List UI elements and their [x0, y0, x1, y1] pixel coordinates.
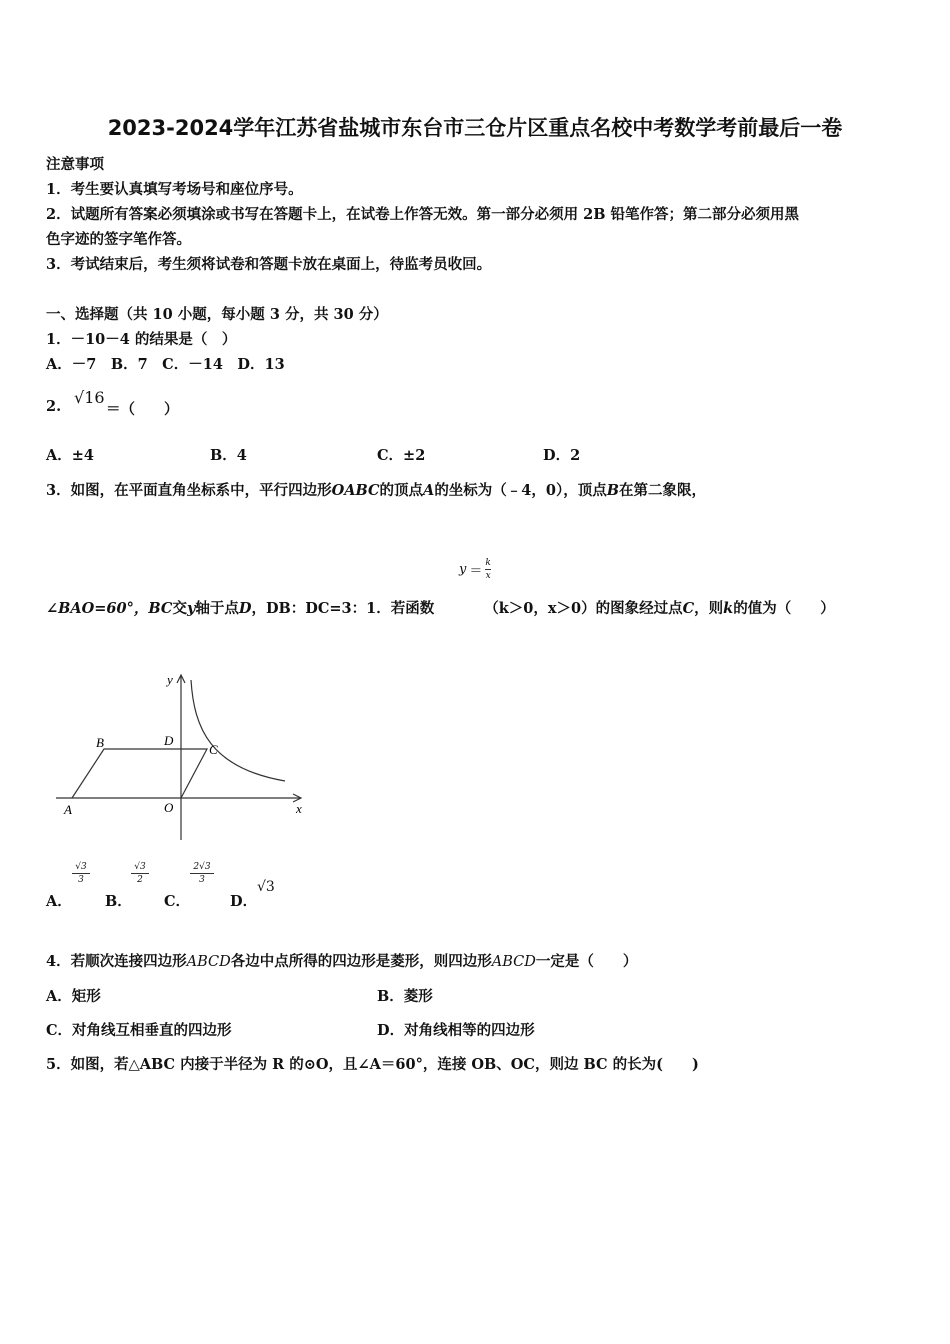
label-d: D	[164, 733, 174, 748]
q3-line-1: 3．如图，在平面直角坐标系中，平行四边形OABC的顶点A的坐标为（﹣4，0），顶点B在第二象限，	[46, 482, 707, 499]
label-x: x	[296, 801, 302, 816]
q3-figure	[50, 668, 320, 848]
q2-option-a: A．±4	[46, 447, 94, 464]
q3-option-c-label: C．	[164, 893, 191, 910]
notice-item-2-line-1: 2．试题所有答案必须填涂或书写在答题卡上，在试卷上作答无效。第一部分必须用 2B 铅笔作答；第二部分必须用黑	[46, 206, 800, 223]
label-a: A	[64, 802, 72, 817]
notice-heading: 注意事项	[46, 156, 104, 173]
q3-option-a-label: A．	[46, 893, 72, 910]
q3-option-b-fraction: √3 2	[131, 862, 149, 885]
label-o: O	[164, 800, 174, 815]
page-title: 2023-2024学年江苏省盐城市东台市三仓片区重点名校中考数学考前最后一卷	[107, 116, 843, 140]
q2-radical: √16	[74, 388, 105, 407]
label-y: y	[167, 672, 173, 687]
q3-option-c-fraction: 2√3 3	[190, 862, 214, 885]
q2-number: 2.	[46, 398, 62, 415]
q1-stem: 1．－10－4 的结果是（ ）	[46, 331, 237, 348]
q1-options: A．－7 B．7 C．－14 D．13	[46, 356, 285, 373]
q2-option-c: C．±2	[377, 447, 426, 464]
q4-stem: 4．若顺次连接四边形ABCD各边中点所得的四边形是菱形，则四边形ABCD一定是（ ）	[46, 953, 638, 970]
q4-option-a: A．矩形	[46, 988, 101, 1005]
hyperbola-curve	[191, 680, 285, 781]
q5-stem: 5．如图，若△ABC 内接于半径为 R 的⊙O，且∠A＝60°，连接 OB、OC，则边 BC 的长为( )	[46, 1056, 699, 1073]
q4-option-c: C．对角线互相垂直的四边形	[46, 1022, 232, 1039]
notice-item-3: 3．考试结束后，考生须将试卷和答题卡放在桌面上，待监考员收回。	[46, 256, 492, 273]
section-heading: 一、选择题（共 10 小题，每小题 3 分，共 30 分）	[46, 306, 388, 323]
notice-item-1: 1．考生要认真填写考场号和座位序号。	[46, 181, 303, 198]
q2-tail: ＝（ ）	[106, 401, 179, 418]
q2-option-b: B．4	[210, 447, 247, 464]
notice-item-2-line-2: 色字迹的签字笔作答。	[46, 231, 191, 248]
q3-function-formula: 𝑦 ＝ $\frac{\text{𝑘}}{\text{𝑥}}$	[459, 558, 491, 581]
q3-option-b-label: B．	[105, 893, 132, 910]
q3-option-a-fraction: √3 3	[72, 862, 90, 885]
label-c: C	[209, 742, 218, 757]
q4-option-b: B．菱形	[377, 988, 433, 1005]
q4-option-d: D．对角线相等的四边形	[377, 1022, 535, 1039]
q3-option-d-value: √3	[257, 879, 275, 895]
label-b: B	[96, 735, 104, 750]
q2-option-d: D．2	[543, 447, 581, 464]
q3-option-d-label: D．	[230, 893, 258, 910]
parallelogram-oabc	[72, 749, 207, 798]
q3-line-2: ∠BAO=60°，BC交y轴于点D，DB：DC=3：1．若函数 （k＞0，x＞0）的图象经过点C，则k的值为（ ）	[46, 600, 835, 617]
